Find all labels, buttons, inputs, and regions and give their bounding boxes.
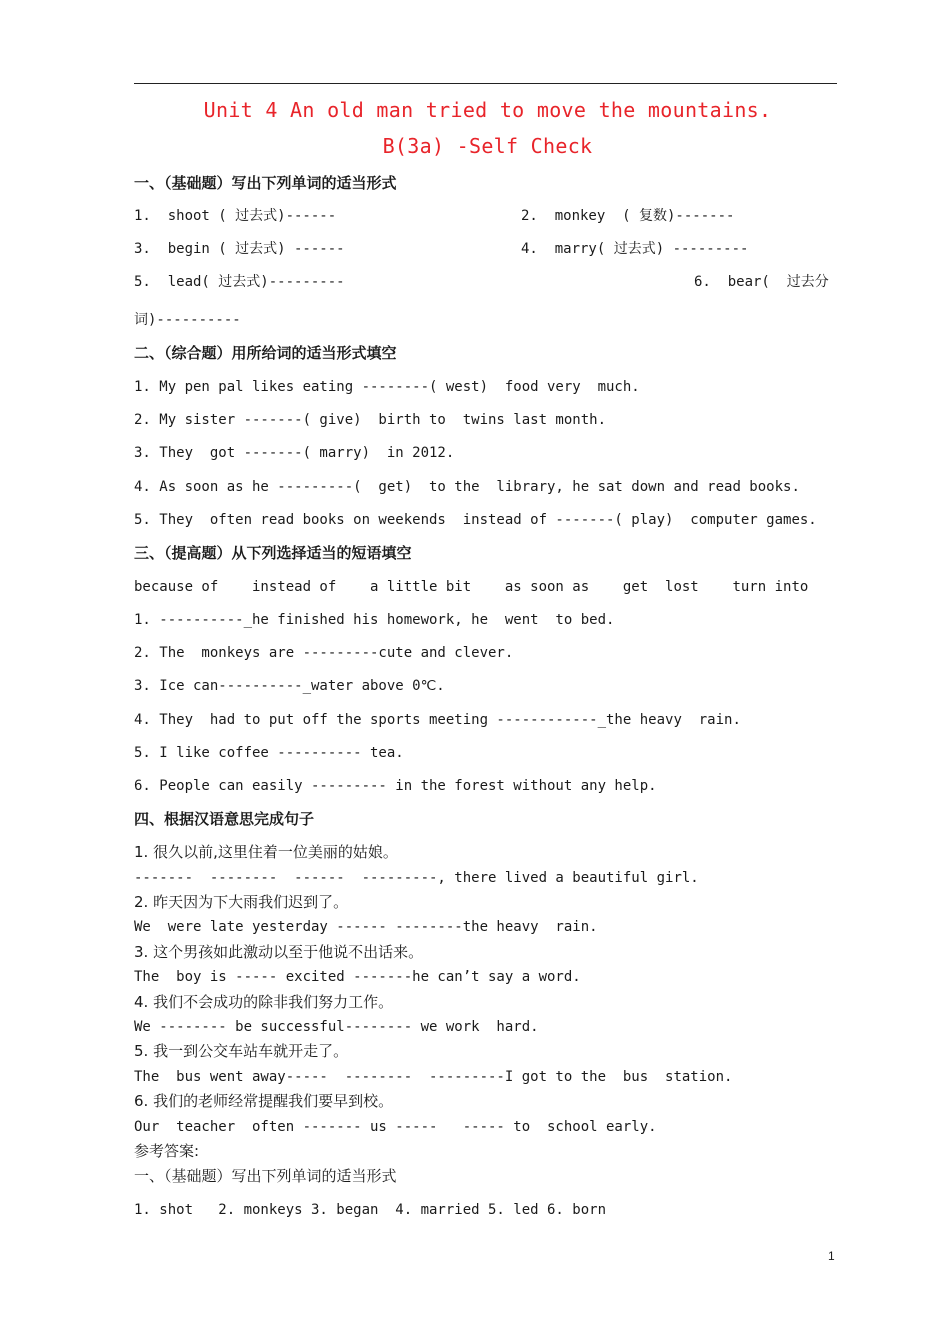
s2-item-4: 4. As soon as he ---------( get) to the library, he sat down and read books. xyxy=(134,479,800,495)
s2-item-3: 3. They got -------( marry) in 2012. xyxy=(134,445,455,461)
s4-item-1-en: ------- -------- ------ ---------, there lived a beautiful girl. xyxy=(134,870,699,886)
s1-item-6-cont: 词)---------- xyxy=(134,312,241,328)
s4-item-5-en: The bus went away----- -------- ---------I got to the bus station. xyxy=(134,1069,733,1085)
s4-item-6-zh: 6. 我们的老师经常提醒我们要早到校。 xyxy=(134,1092,394,1110)
section3-heading: 三、（提高题）从下列选择适当的短语填空 xyxy=(134,544,412,562)
section4-heading: 四、根据汉语意思完成句子 xyxy=(134,810,315,828)
s4-item-4-zh: 4. 我们不会成功的除非我们努力工作。 xyxy=(134,993,394,1011)
s3-item-5: 5. I like coffee ---------- tea. xyxy=(134,745,404,761)
s3-item-1: 1. ----------_he finished his homework, he went to bed. xyxy=(134,612,615,628)
s4-item-5-zh: 5. 我一到公交车站车就开走了。 xyxy=(134,1042,349,1060)
s4-item-1-zh: 1. 很久以前,这里住着一位美丽的姑娘。 xyxy=(134,843,398,861)
s1-item-6: 6. bear( 过去分 xyxy=(694,274,829,290)
title-line-1: Unit 4 An old man tried to move the mountains. xyxy=(203,98,772,122)
section1-heading: 一、（基础题）写出下列单词的适当形式 xyxy=(134,174,397,192)
s4-item-6-en: Our teacher often ------- us ----- ----- to school early. xyxy=(134,1119,657,1135)
s4-item-3-en: The boy is ----- excited -------he can’t say a word. xyxy=(134,969,581,985)
s4-item-4-en: We -------- be successful-------- we work hard. xyxy=(134,1019,539,1035)
s3-phrase-bank: because of instead of a little bit as soon as get lost turn into xyxy=(134,579,809,595)
s1-item-3: 3. begin ( 过去式) ------ xyxy=(134,241,345,257)
s3-item-2: 2. The monkeys are ---------cute and clever. xyxy=(134,645,514,661)
s2-item-5: 5. They often read books on weekends instead of -------( play) computer games. xyxy=(134,512,817,528)
s4-item-3-zh: 3. 这个男孩如此激动以至于他说不出话来。 xyxy=(134,943,424,961)
title-line-2: B(3a) -Self Check xyxy=(382,134,593,158)
answers-label: 参考答案: xyxy=(134,1142,200,1160)
s1-item-5: 5. lead( 过去式)--------- xyxy=(134,274,345,290)
answers-heading: 一、（基础题）写出下列单词的适当形式 xyxy=(134,1167,397,1185)
s3-item-6: 6. People can easily --------- in the forest without any help. xyxy=(134,778,657,794)
s3-item-4: 4. They had to put off the sports meeting ------------_the heavy rain. xyxy=(134,712,741,728)
s1-item-4: 4. marry( 过去式) --------- xyxy=(521,241,749,257)
s3-item-3: 3. Ice can----------_water above 0℃. xyxy=(134,678,445,694)
s2-item-1: 1. My pen pal likes eating --------( west) food very much. xyxy=(134,379,640,395)
page-number: 1 xyxy=(828,1249,835,1263)
s2-item-2: 2. My sister -------( give) birth to twins last month. xyxy=(134,412,607,428)
s4-item-2-zh: 2. 昨天因为下大雨我们迟到了。 xyxy=(134,893,349,911)
s1-item-2: 2. monkey ( 复数)------- xyxy=(521,208,735,224)
section2-heading: 二、（综合题）用所给词的适当形式填空 xyxy=(134,344,397,362)
s4-item-2-en: We were late yesterday ------ --------the heavy rain. xyxy=(134,919,598,935)
s1-item-1: 1. shoot ( 过去式)------ xyxy=(134,208,337,224)
header-rule xyxy=(134,83,837,84)
answers-line: 1. shot 2. monkeys 3. began 4. married 5. led 6. born xyxy=(134,1202,607,1218)
